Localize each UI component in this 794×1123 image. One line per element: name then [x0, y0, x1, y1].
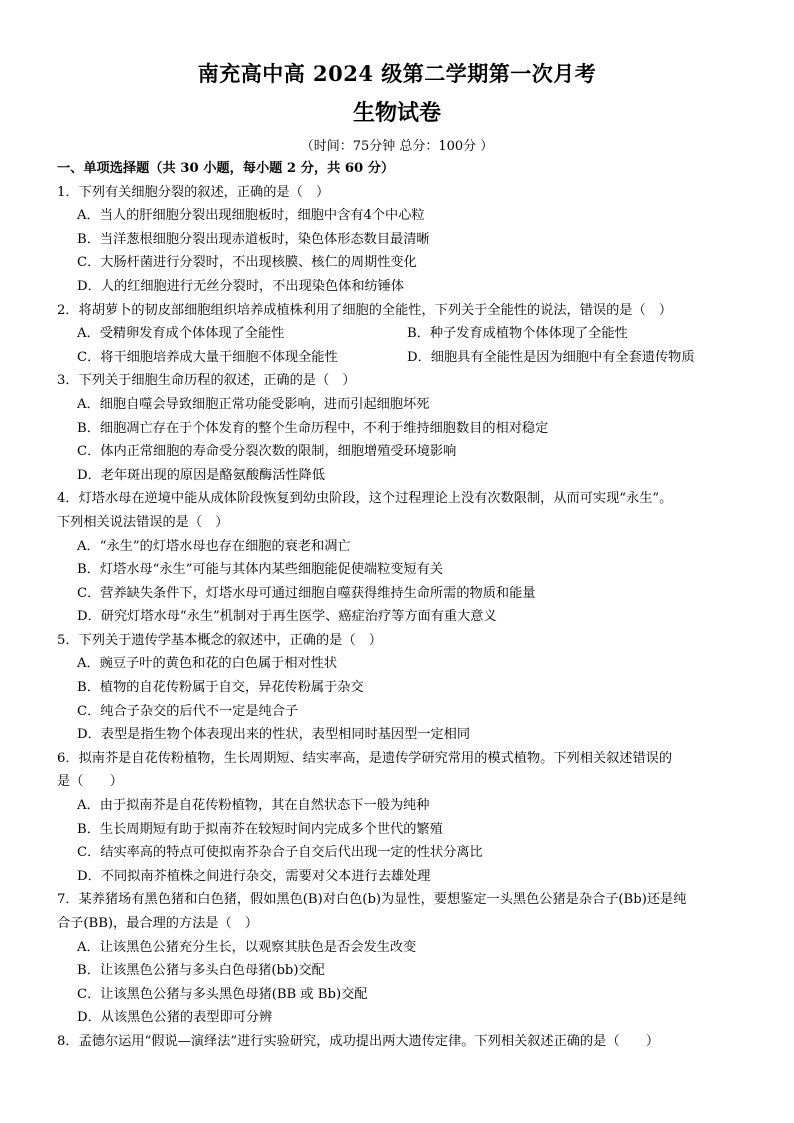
question-option: D．人的红细胞进行无丝分裂时，不出现染色体和纺锤体 [77, 278, 405, 294]
exam-subtitle: 生物试卷 [352, 100, 441, 126]
question-option: A．由于拟南芥是自花传粉植物，其在自然状态下一般为纯种 [77, 798, 430, 814]
question-stem: 7．某养猪场有黑色猪和白色猪，假如黑色(B)对白色(b)为显性，要想鉴定一头黑色公猪是杂合子(Bb)还是纯 [57, 892, 687, 908]
question-option: C．将干细胞培养成大量干细胞不体现全能性 [77, 349, 338, 365]
question-option: D．老年斑出现的原因是酪氨酸酶活性降低 [77, 467, 325, 483]
question-option: C．营养缺失条件下，灯塔水母可通过细胞自噬获得维持生命所需的物质和能量 [77, 585, 536, 601]
question-option: C．纯合子杂交的后代不一定是纯合子 [77, 703, 299, 719]
question-stem-continued: 合子(BB)，最合理的方法是（ ） [57, 916, 259, 931]
option-row [57, 346, 747, 370]
question-stem: 6．拟南芥是自花传粉植物，生长周期短、结实率高，是遗传学研究常用的模式植物。下列相关叙述错误的 [57, 750, 673, 766]
question-stem: 2．将胡萝卜的韧皮部细胞组织培养成植株利用了细胞的全能性，下列关于全能性的说法，错误的是（ ） [57, 302, 673, 318]
question-option: A．受精卵发育成个体体现了全能性 [77, 326, 285, 342]
exam-meta: （时间：75分钟 总分：100分 ） [300, 139, 494, 154]
question-option: B．灯塔水母“永生”可能与其体内某些细胞能促使端粒变短有关 [77, 562, 444, 578]
question-stem: 4．灯塔水母在逆境中能从成体阶段恢复到幼虫阶段，这个过程理论上没有次数限制，从而可实现“永生”。 [57, 491, 673, 507]
question-option: C．结实率高的特点可使拟南芥杂合子自交后代出现一定的性状分离比 [77, 845, 483, 861]
question-option: C．让该黑色公猪与多头黑色母猪(BB 或 Bb)交配 [77, 986, 368, 1002]
option-row [57, 322, 747, 346]
question-option: B．让该黑色公猪与多头白色母猪(bb)交配 [77, 963, 325, 979]
question-option: D．从该黑色公猪的表型即可分辨 [77, 1010, 273, 1026]
question-option: D．细胞具有全能性是因为细胞中有全套遗传物质 [407, 349, 695, 365]
question-option: D．表型是指生物个体表现出来的性状，表型相同时基因型一定相同 [77, 727, 471, 743]
question-stem: 3．下列关于细胞生命历程的叙述，正确的是（ ） [57, 373, 356, 389]
question-stem-continued: 下列相关说法错误的是（ ） [57, 514, 229, 530]
question-option: A．当人的肝细胞分裂出现细胞板时，细胞中含有4个中心粒 [77, 208, 425, 224]
exam-title: 南充高中高 2024 级第二学期第一次月考 [197, 61, 597, 86]
question-option: A．“永生”的灯塔水母也存在细胞的衰老和凋亡 [77, 538, 351, 554]
question-option: A．让该黑色公猪充分生长，以观察其肤色是否会发生改变 [77, 939, 417, 955]
question-option: C．大肠杆菌进行分裂时，不出现核膜、核仁的周期性变化 [77, 255, 417, 271]
question-stem: 8．孟德尔运用“假说—演绎法”进行实验研究，成功提出两大遗传定律。下列相关叙述正确的是（ ） [57, 1033, 660, 1049]
question-option: A．豌豆子叶的黄色和花的白色属于相对性状 [77, 656, 338, 672]
section-heading: 一、单项选择题（共 30 小题，每小题 2 分，共 60 分） [57, 161, 395, 176]
question-option: B．种子发育成植物个体体现了全能性 [407, 326, 628, 342]
question-option: C．体内正常细胞的寿命受分裂次数的限制，细胞增殖受环境影响 [77, 444, 457, 460]
exam-content [57, 157, 747, 1054]
question-option: D．不同拟南芥植株之间进行杂交，需要对父本进行去雄处理 [77, 868, 431, 884]
question-option: B．当洋葱根细胞分裂出现赤道板时，染色体形态数目最清晰 [77, 231, 430, 247]
question-option: A．细胞自噬会导致细胞正常功能受影响，进而引起细胞坏死 [77, 396, 430, 412]
question-stem: 1．下列有关细胞分裂的叙述，正确的是（ ） [57, 184, 330, 200]
question-option: B．植物的自花传粉属于自交，异花传粉属于杂交 [77, 680, 364, 696]
question-option: B．生长周期短有助于拟南芥在较短时间内完成多个世代的繁殖 [77, 821, 443, 837]
question-stem: 5．下列关于遗传学基本概念的叙述中，正确的是（ ） [57, 632, 382, 648]
question-option: B．细胞凋亡存在于个体发育的整个生命历程中，不利于维持细胞数目的相对稳定 [77, 420, 549, 436]
question-option: D．研究灯塔水母“永生”机制对于再生医学、癌症治疗等方面有重大意义 [77, 609, 497, 625]
question-stem-continued: 是（ ） [57, 774, 123, 790]
